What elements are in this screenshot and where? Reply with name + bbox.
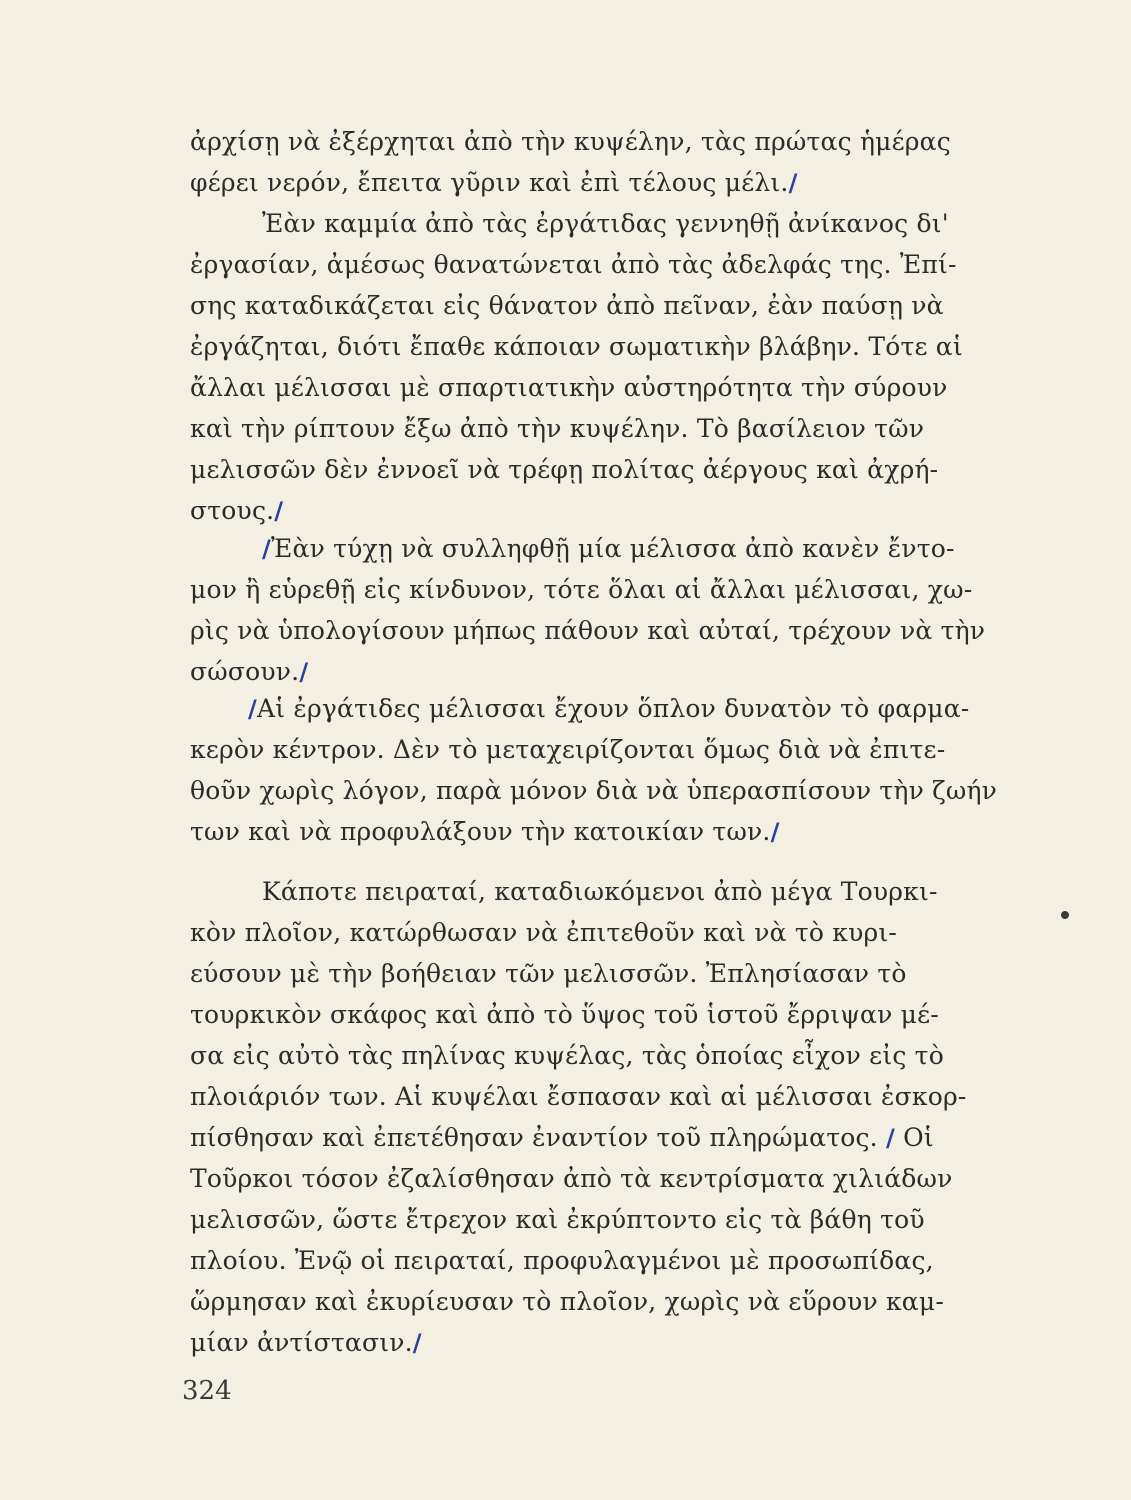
- text-line: [190, 688, 1010, 729]
- text-line: [190, 1117, 1010, 1158]
- correction-mark: /: [274, 497, 284, 525]
- text-line: κὸν πλοῖον, κατώρθωσαν νὰ ἐπιτεθοῦν καὶ νὰ τὸ κυρι-: [190, 918, 898, 947]
- page-number: 324: [182, 1376, 232, 1406]
- text-line: μελισσῶν δὲν ἐννοεῖ νὰ τρέφῃ πολίτας ἀέργους καὶ ἀχρή-: [190, 455, 939, 484]
- text-line: κερὸν κέντρον. Δὲν τὸ μεταχειρίζονται ὅμως διὰ νὰ ἐπιτε-: [190, 735, 946, 764]
- text-line: [190, 811, 1010, 852]
- paragraph-2: [190, 203, 1010, 531]
- text-line: [190, 490, 1010, 531]
- text-line: Τοῦρκοι τόσον ἐζαλίσθησαν ἀπὸ τὰ κεντρίσματα χιλιάδων: [190, 1164, 953, 1193]
- text-line: σης καταδικάζεται εἰς θάνατον ἀπὸ πεῖναν, ἐὰν παύσῃ νὰ: [190, 291, 944, 320]
- text-line: Ἐὰν καμμία ἀπὸ τὰς ἐργάτιδας γεννηθῇ ἀνίκανος δι': [262, 209, 949, 238]
- text-line-content: μίαν ἀντίστασιν.: [190, 1328, 413, 1357]
- text-line-content: Οἱ: [903, 1123, 934, 1152]
- margin-dot: [1061, 911, 1069, 919]
- text-line: μον ἢ εὑρεθῇ εἰς κίνδυνον, τότε ὅλαι αἱ ἄλλαι μέλισσαι, χω-: [190, 575, 973, 604]
- text-line: ρὶς νὰ ὑπολογίσουν μήπως πάθουν καὶ αὐταί, τρέχουν νὰ τὴν: [190, 616, 986, 645]
- text-line: εύσουν μὲ τὴν βοήθειαν τῶν μελισσῶν. Ἐπλησίασαν τὸ: [190, 959, 907, 988]
- text-line: Κάποτε πειραταί, καταδιωκόμενοι ἀπὸ μέγα Τουρκι-: [262, 877, 938, 906]
- text-line: [190, 162, 1010, 203]
- text-line: [190, 1322, 1010, 1363]
- text-line-content: στους.: [190, 496, 275, 525]
- text-line: πλοιάριόν των. Αἱ κυψέλαι ἔσπασαν καὶ αἱ μέλισσαι ἐσκορ-: [190, 1082, 967, 1111]
- text-line: τουρκικὸν σκάφος καὶ ἀπὸ τὸ ὕψος τοῦ ἱστοῦ ἔρριψαν μέ-: [190, 1000, 939, 1029]
- correction-mark: /: [412, 1329, 422, 1357]
- text-line: [190, 528, 1010, 569]
- correction-mark: /: [248, 695, 257, 723]
- text-line: ἀρχίσῃ νὰ ἐξέρχηται ἀπὸ τὴν κυψέλην, τὰς πρώτας ἡμέρας: [190, 127, 951, 156]
- paragraph-4: [190, 688, 1010, 852]
- text-line-content: πίσθησαν καὶ ἐπετέθησαν ἐναντίον τοῦ πληρώματος.: [190, 1123, 878, 1152]
- correction-mark: /: [262, 535, 271, 563]
- text-line: μελισσῶν, ὥστε ἔτρεχον καὶ ἐκρύπτοντο εἰς τὰ βάθη τοῦ: [190, 1205, 925, 1234]
- text-line: θοῦν χωρὶς λόγον, παρὰ μόνον διὰ νὰ ὑπερασπίσουν τὴν ζωήν: [190, 776, 998, 805]
- text-line: πλοίου. Ἐνῷ οἱ πειραταί, προφυλαγμένοι μὲ προσωπίδας,: [190, 1246, 934, 1275]
- correction-mark: /: [770, 818, 780, 846]
- text-line: σα εἰς αὐτὸ τὰς πηλίνας κυψέλας, τὰς ὁποίας εἶχον εἰς τὸ: [190, 1041, 944, 1070]
- text-line: [190, 651, 1010, 692]
- text-line-content: σώσουν.: [190, 657, 300, 686]
- text-line: ἐργασίαν, ἀμέσως θανατώνεται ἀπὸ τὰς ἀδελφάς της. Ἐπί-: [190, 250, 957, 279]
- text-line: ὥρμησαν καὶ ἐκυρίευσαν τὸ πλοῖον, χωρὶς νὰ εὕρουν καμ-: [190, 1287, 944, 1316]
- paragraph-3: [190, 528, 1010, 692]
- text-line: ἐργάζηται, διότι ἔπαθε κάποιαν σωματικὴν βλάβην. Τότε αἱ: [190, 332, 963, 361]
- paragraph-1: [190, 121, 1010, 203]
- text-line-content: των καὶ νὰ προφυλάξουν τὴν κατοικίαν των.: [190, 817, 771, 846]
- paragraph-5: [190, 871, 1010, 1363]
- correction-mark: /: [885, 1124, 895, 1152]
- correction-mark: /: [788, 169, 798, 197]
- text-line: ἄλλαι μέλισσαι μὲ σπαρτιατικὴν αὐστηρότητα τὴν σύρουν: [190, 373, 948, 402]
- text-line-content: Αἱ ἐργάτιδες μέλισσαι ἔχουν ὅπλον δυνατὸν τὸ φαρμα-: [256, 694, 970, 723]
- text-line-content: φέρει νερόν, ἔπειτα γῦριν καὶ ἐπὶ τέλους μέλι.: [190, 168, 789, 197]
- correction-mark: /: [299, 658, 309, 686]
- text-line-content: Ἐὰν τύχῃ νὰ συλληφθῇ μία μέλισσα ἀπὸ κανὲν ἔντο-: [270, 534, 955, 563]
- text-line: καὶ τὴν ρίπτουν ἔξω ἀπὸ τὴν κυψέλην. Τὸ βασίλειον τῶν: [190, 414, 925, 443]
